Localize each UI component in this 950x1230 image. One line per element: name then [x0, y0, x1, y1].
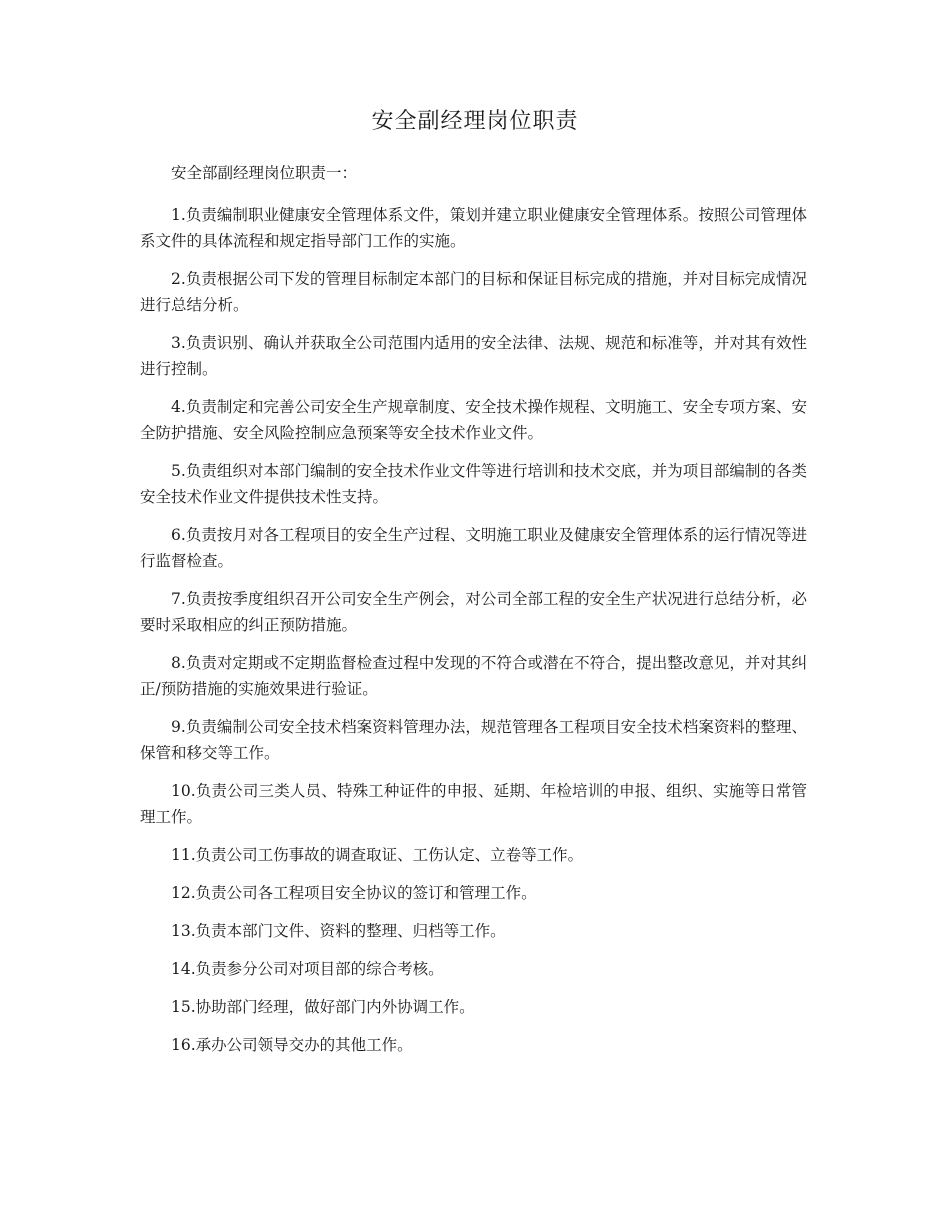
duty-item-11: 11.负责公司工伤事故的调查取证、工伤认定、立卷等工作。: [171, 846, 584, 864]
duty-item-3: 3.负责识别、确认并获取全公司范围内适用的安全法律、法规、规范和标准等，并对其有效性进行控制。: [140, 334, 807, 378]
duty-item-10: 10.负责公司三类人员、特殊工种证件的申报、延期、年检培训的申报、组织、实施等日常管理工作。: [140, 782, 807, 826]
duty-item-4: 4.负责制定和完善公司安全生产规章制度、安全技术操作规程、文明施工、安全专项方案、安全防护措施、安全风险控制应急预案等安全技术作业文件。: [140, 398, 807, 442]
section-intro: 安全部副经理岗位职责一：: [171, 164, 358, 182]
document-body: [140, 160, 807, 1070]
duty-item-16: 16.承办公司领导交办的其他工作。: [171, 1036, 413, 1054]
duty-item-1: 1.负责编制职业健康安全管理体系文件，策划并建立职业健康安全管理体系。按照公司管理体系文件的具体流程和规定指导部门工作的实施。: [140, 206, 807, 250]
page-title: 安全副经理岗位职责: [371, 109, 579, 134]
duty-item-6: 6.负责按月对各工程项目的安全生产过程、文明施工职业及健康安全管理体系的运行情况等进行监督检查。: [140, 526, 807, 570]
duty-item-5: 5.负责组织对本部门编制的安全技术作业文件等进行培训和技术交底，并为项目部编制的各类安全技术作业文件提供技术性支持。: [140, 462, 807, 506]
duty-item-7: 7.负责按季度组织召开公司安全生产例会，对公司全部工程的安全生产状况进行总结分析，必要时采取相应的纠正预防措施。: [140, 590, 807, 634]
duty-item-9: 9.负责编制公司安全技术档案资料管理办法，规范管理各工程项目安全技术档案资料的整理、保管和移交等工作。: [140, 718, 807, 762]
duty-item-14: 14.负责参分公司对项目部的综合考核。: [171, 960, 444, 978]
duty-item-12: 12.负责公司各工程项目安全协议的签订和管理工作。: [171, 884, 537, 902]
duty-item-2: 2.负责根据公司下发的管理目标制定本部门的目标和保证目标完成的措施，并对目标完成情况进行总结分析。: [140, 270, 807, 314]
duty-item-15: 15.协助部门经理，做好部门内外协调工作。: [171, 998, 475, 1016]
duty-item-8: 8.负责对定期或不定期监督检查过程中发现的不符合或潜在不符合，提出整改意见，并对其纠正/预防措施的实施效果进行验证。: [140, 654, 807, 698]
duty-item-13: 13.负责本部门文件、资料的整理、归档等工作。: [171, 922, 506, 940]
